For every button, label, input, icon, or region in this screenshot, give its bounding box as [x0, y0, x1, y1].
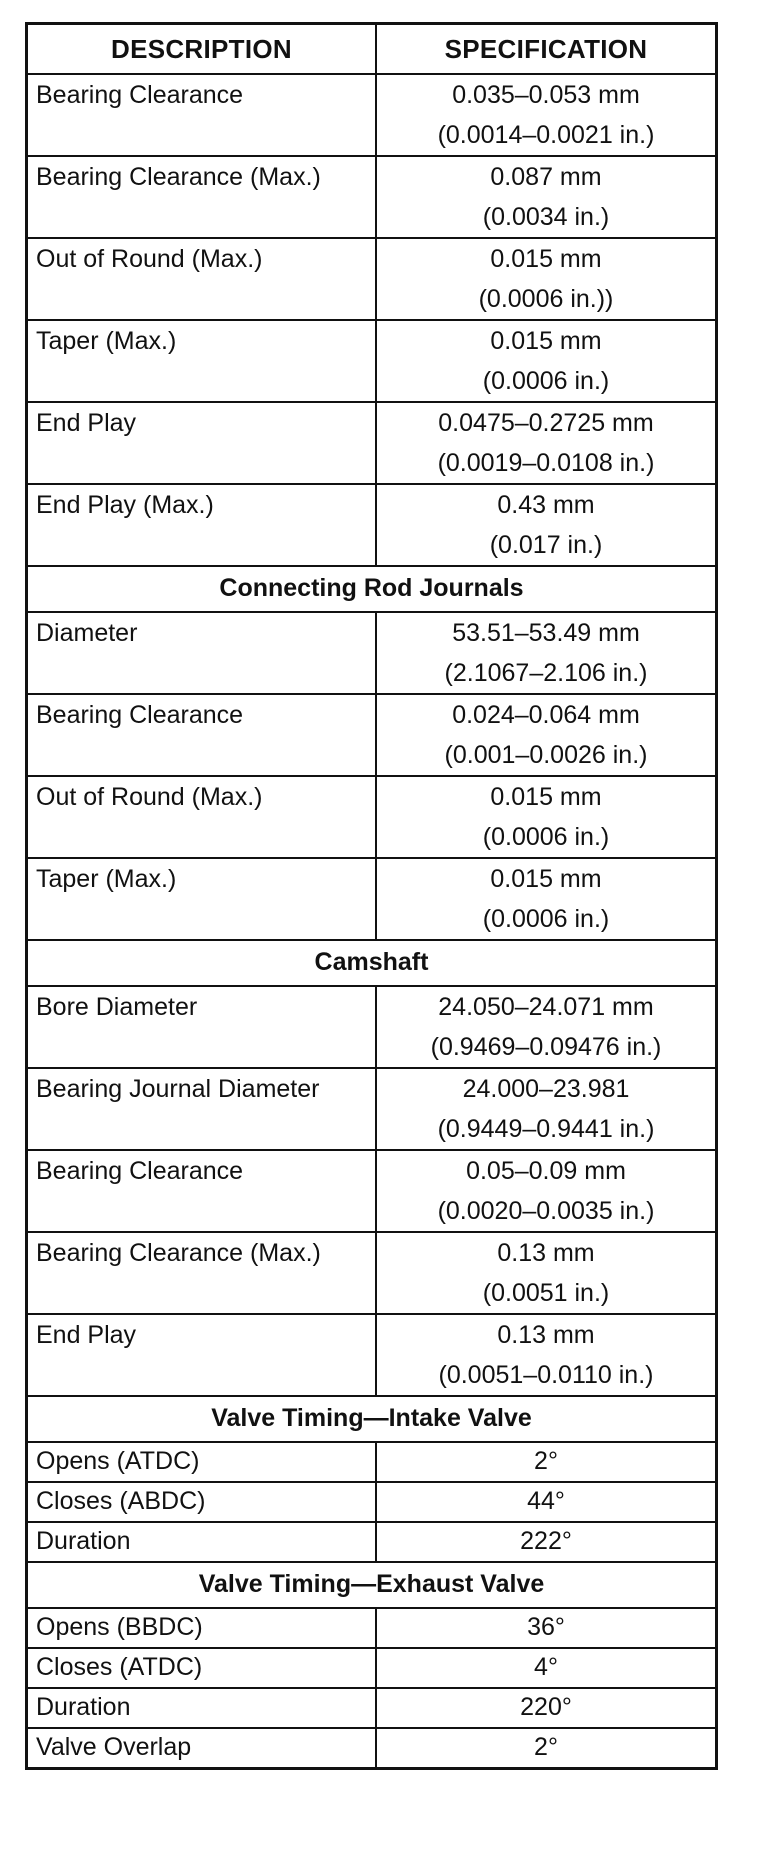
table-row — [27, 612, 717, 694]
header-row — [27, 24, 717, 75]
section-header-row — [27, 1396, 717, 1442]
specification-cell — [376, 320, 717, 402]
spec-value-metric: 0.43 mm — [497, 491, 595, 519]
section-header-row — [27, 940, 717, 986]
spec-value-metric: 0.015 mm — [490, 865, 602, 893]
section-title: Valve Timing—Intake Valve — [27, 1396, 717, 1442]
spec-value-imperial: (0.9449–0.9441 in.) — [437, 1115, 655, 1143]
spec-value-metric: 0.05–0.09 mm — [466, 1157, 626, 1185]
description-cell: Duration — [27, 1688, 377, 1728]
spec-value-metric: 0.13 mm — [497, 1321, 595, 1349]
description-cell: Diameter — [27, 612, 377, 694]
table-row — [27, 858, 717, 940]
spec-value-imperial: (0.0051–0.0110 in.) — [438, 1361, 654, 1389]
section-header-row — [27, 1562, 717, 1608]
table-row — [27, 156, 717, 238]
specification-cell — [376, 1608, 717, 1648]
specification-cell — [376, 986, 717, 1068]
description-cell: Opens (ATDC) — [27, 1442, 377, 1482]
description-cell: End Play — [27, 1314, 377, 1396]
table-row — [27, 1314, 717, 1396]
description-cell: Bearing Clearance (Max.) — [27, 156, 377, 238]
specification-cell — [376, 402, 717, 484]
specification-cell — [376, 1442, 717, 1482]
section-header-row — [27, 566, 717, 612]
table-row — [27, 1648, 717, 1688]
specification-table — [25, 22, 718, 1770]
spec-value-metric: 0.024–0.064 mm — [452, 701, 640, 729]
specification-cell — [376, 1728, 717, 1769]
section-title: Connecting Rod Journals — [27, 566, 717, 612]
description-cell: Bearing Clearance — [27, 74, 377, 156]
spec-value-imperial: (0.0006 in.) — [482, 905, 610, 933]
specification-cell — [376, 156, 717, 238]
spec-value-imperial: (0.0034 in.) — [482, 203, 610, 231]
table-row — [27, 238, 717, 320]
spec-value-metric: 0.015 mm — [490, 245, 602, 273]
specification-cell — [376, 74, 717, 156]
spec-value-metric: 0.13 mm — [497, 1239, 595, 1267]
description-cell: Closes (ABDC) — [27, 1482, 377, 1522]
spec-value-imperial: (0.017 in.) — [489, 531, 603, 559]
spec-value-imperial: (0.0051 in.) — [482, 1279, 610, 1307]
spec-value-metric: 2° — [534, 1447, 558, 1475]
spec-value-metric: 0.015 mm — [490, 783, 602, 811]
description-cell: Closes (ATDC) — [27, 1648, 377, 1688]
spec-value-metric: 24.000–23.981 — [462, 1075, 630, 1103]
specification-column-header: SPECIFICATION — [376, 24, 717, 75]
description-cell: Bearing Journal Diameter — [27, 1068, 377, 1150]
section-title: Valve Timing—Exhaust Valve — [27, 1562, 717, 1608]
specification-cell — [376, 1688, 717, 1728]
specification-cell — [376, 1648, 717, 1688]
spec-value-metric: 2° — [534, 1733, 558, 1761]
description-column-header: DESCRIPTION — [27, 24, 377, 75]
spec-value-imperial: (0.0006 in.) — [482, 823, 610, 851]
spec-value-metric: 0.0475–0.2725 mm — [438, 409, 654, 437]
spec-value-metric: 36° — [527, 1613, 565, 1641]
spec-value-imperial: (0.0006 in.) — [482, 367, 610, 395]
specification-cell — [376, 858, 717, 940]
table-row — [27, 1688, 717, 1728]
table-row — [27, 1608, 717, 1648]
description-cell: Valve Overlap — [27, 1728, 377, 1769]
description-cell: End Play (Max.) — [27, 484, 377, 566]
description-cell: Taper (Max.) — [27, 320, 377, 402]
spec-value-imperial: (2.1067–2.106 in.) — [444, 659, 648, 687]
description-cell: Bearing Clearance — [27, 694, 377, 776]
specification-cell — [376, 1314, 717, 1396]
spec-value-metric: 24.050–24.071 mm — [438, 993, 654, 1021]
table-row — [27, 1728, 717, 1769]
description-cell: Taper (Max.) — [27, 858, 377, 940]
spec-value-imperial: (0.001–0.0026 in.) — [444, 741, 648, 769]
spec-value-imperial: (0.9469–0.09476 in.) — [430, 1033, 662, 1061]
specification-cell — [376, 694, 717, 776]
spec-value-metric: 44° — [527, 1487, 565, 1515]
specification-cell — [376, 1150, 717, 1232]
spec-sheet — [25, 22, 718, 1770]
spec-value-imperial: (0.0020–0.0035 in.) — [437, 1197, 655, 1225]
specification-cell — [376, 1068, 717, 1150]
table-row — [27, 776, 717, 858]
description-cell: End Play — [27, 402, 377, 484]
section-title: Camshaft — [27, 940, 717, 986]
table-row — [27, 1068, 717, 1150]
description-cell: Opens (BBDC) — [27, 1608, 377, 1648]
table-row — [27, 402, 717, 484]
table-body — [27, 74, 717, 1769]
table-row — [27, 320, 717, 402]
spec-value-metric: 53.51–53.49 mm — [452, 619, 640, 647]
spec-value-imperial: (0.0019–0.0108 in.) — [437, 449, 655, 477]
spec-value-imperial: (0.0006 in.)) — [478, 285, 614, 313]
table-row — [27, 986, 717, 1068]
description-cell: Out of Round (Max.) — [27, 238, 377, 320]
table-row — [27, 484, 717, 566]
spec-value-metric: 220° — [520, 1693, 572, 1721]
table-row — [27, 1442, 717, 1482]
specification-cell — [376, 776, 717, 858]
spec-value-metric: 4° — [534, 1653, 558, 1681]
specification-cell — [376, 1522, 717, 1562]
spec-value-metric: 0.015 mm — [490, 327, 602, 355]
specification-cell — [376, 1232, 717, 1314]
spec-value-metric: 222° — [520, 1527, 572, 1555]
spec-value-metric: 0.035–0.053 mm — [452, 81, 640, 109]
description-cell: Duration — [27, 1522, 377, 1562]
description-cell: Bearing Clearance (Max.) — [27, 1232, 377, 1314]
table-row — [27, 74, 717, 156]
table-row — [27, 1232, 717, 1314]
specification-cell — [376, 1482, 717, 1522]
table-row — [27, 1150, 717, 1232]
specification-cell — [376, 238, 717, 320]
description-cell: Out of Round (Max.) — [27, 776, 377, 858]
description-cell: Bore Diameter — [27, 986, 377, 1068]
spec-value-metric: 0.087 mm — [490, 163, 602, 191]
table-row — [27, 1482, 717, 1522]
spec-value-imperial: (0.0014–0.0021 in.) — [437, 121, 655, 149]
table-row — [27, 694, 717, 776]
specification-cell — [376, 612, 717, 694]
table-row — [27, 1522, 717, 1562]
specification-cell — [376, 484, 717, 566]
description-cell: Bearing Clearance — [27, 1150, 377, 1232]
